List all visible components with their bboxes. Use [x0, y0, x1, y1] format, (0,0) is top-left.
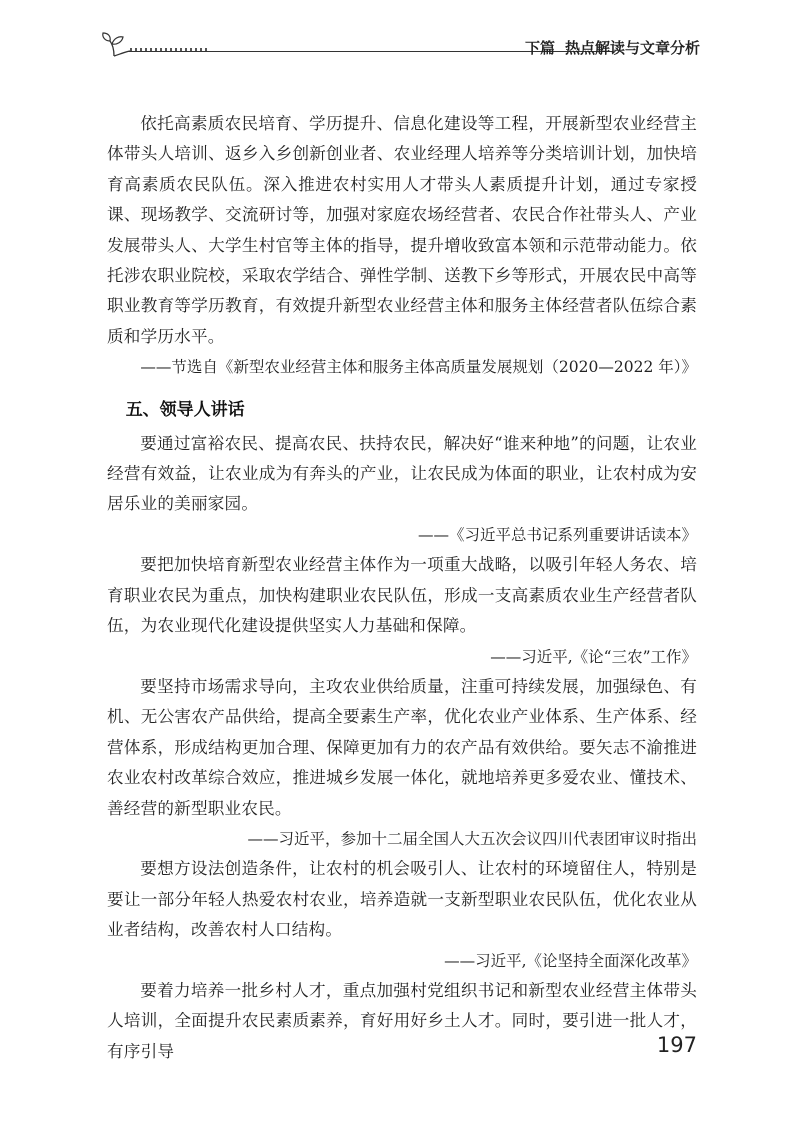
quote-3-text: 要坚持市场需求导向，主攻农业供给质量，注重可持续发展，加强绿色、有机、无公害农产品供给，提高全要素生产率，优化农业产业体系、生产体系、经营体系，形成结构更加合理、保障更加有力的农产品有效供给。要矢志不渝推进农业农村改革综合效应，推进城乡发展一体化，就地培养更多爱农业、懂技术、善经营的新型职业农民。	[107, 676, 697, 818]
quote-2-source: ——习近平,《论“三农”工作》	[490, 647, 697, 666]
quote-5-text: 要着力培养一批乡村人才，重点加强村党组织书记和新型农业经营主体带头人培训，全面提升农民素质素养，育好用好乡土人才。同时，要引进一批人才，有序引导	[107, 980, 697, 1061]
header-part: 下篇	[524, 39, 555, 57]
quote-3-source: ——习近平，参加十二届全国人大五次会议四川代表团审议时指出	[247, 829, 697, 848]
page-number: 197	[656, 1033, 697, 1057]
running-head	[525, 37, 700, 58]
intro-source: ——节选自《新型农业经营主体和服务主体高质量发展规划（2020—2022 年）》	[140, 358, 697, 377]
quote-4-source: ——习近平,《论坚持全面深化改革》	[444, 951, 697, 970]
section-title: 五、领导人讲话	[125, 399, 245, 420]
sprout-icon	[100, 30, 134, 60]
header-title: 热点解读与文章分析	[564, 39, 700, 57]
quote-1-source: ——《习近平总书记系列重要讲话读本》	[417, 525, 697, 544]
quote-1-text: 要通过富裕农民、提高农民、扶持农民，解决好“谁来种地”的问题，让农业经营有效益，让农业成为有奔头的产业，让农民成为体面的职业，让农村成为安居乐业的美丽家园。	[107, 433, 697, 514]
quote-2-text: 要把加快培育新型农业经营主体作为一项重大战略，以吸引年轻人务农、培育职业农民为重点，加快构建职业农民队伍，形成一支高素质农业生产经营者队伍，为农业现代化建设提供坚实人力基础和保障。	[107, 555, 697, 636]
intro-paragraph: 依托高素质农民培育、学历提升、信息化建设等工程，开展新型农业经营主体带头人培训、返乡入乡创新创业者、农业经理人培养等分类培训计划，加快培育高素质农民队伍。深入推进农村实用人才带头人素质提升计划，通过专家授课、现场教学、交流研讨等，加强对家庭农场经营者、农民合作社带头人、产业发展带头人、大学生村官等主体的指导，提升增收致富本领和示范带动能力。依托涉农职业院校，采取农学结合、弹性学制、送教下乡等形式，开展农民中高等职业教育等学历教育，有效提升新型农业经营主体和服务主体经营者队伍综合素质和学历水平。	[107, 114, 697, 346]
quote-4-text: 要想方设法创造条件，让农村的机会吸引人、让农村的环境留住人，特别是要让一部分年轻人热爱农村农业，培养造就一支新型职业农民队伍，优化农业从业者结构，改善农村人口结构。	[107, 859, 697, 940]
running-header	[100, 30, 700, 60]
page-body	[107, 109, 697, 1067]
